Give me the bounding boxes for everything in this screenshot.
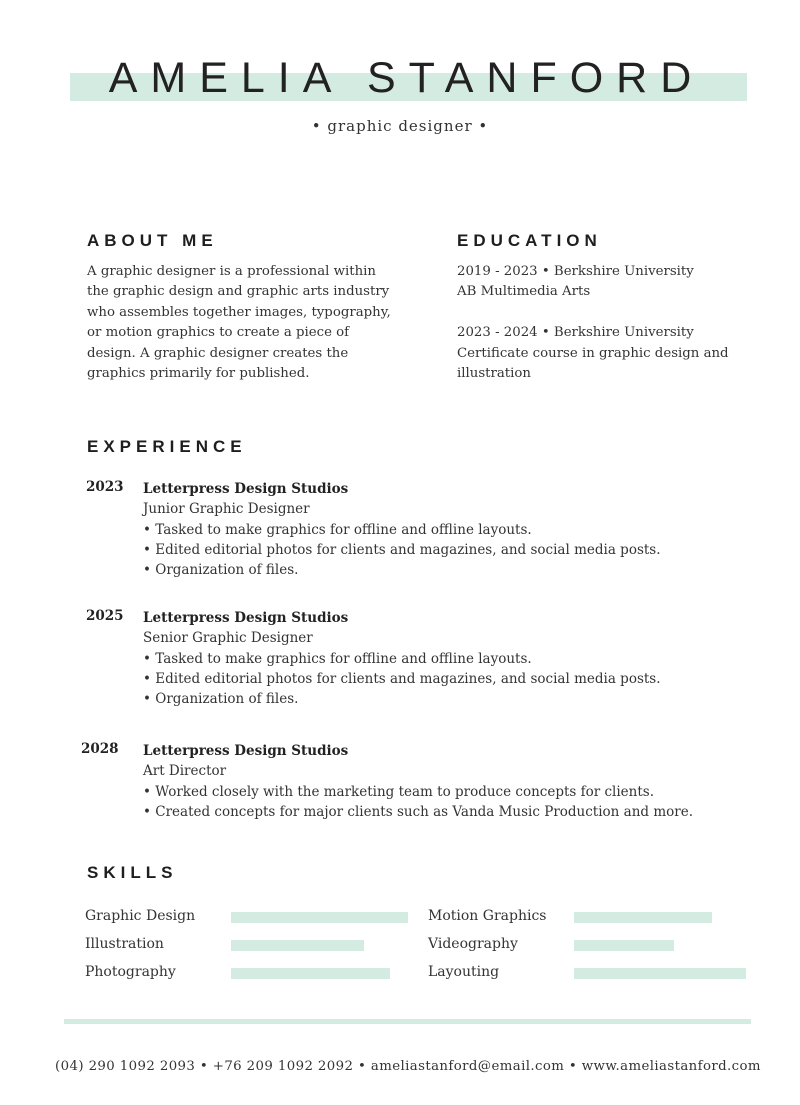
experience-bullet: • Tasked to make graphics for offline and offline layouts. <box>143 650 532 667</box>
experience-heading: EXPERIENCE <box>87 437 247 456</box>
experience-company: Letterpress Design Studios <box>143 743 349 759</box>
about-heading: ABOUT ME <box>87 231 218 250</box>
education-list <box>457 262 757 405</box>
experience-company: Letterpress Design Studios <box>143 481 349 497</box>
skill-label: Photography <box>85 964 176 980</box>
education-item <box>457 262 757 303</box>
education-line: 2023 - 2024 • Berkshire University <box>457 325 694 341</box>
experience-bullet: • Edited editorial photos for clients and magazines, and social media posts. <box>143 541 661 558</box>
experience-bullet: • Tasked to make graphics for offline and offline layouts. <box>143 521 532 538</box>
education-item <box>457 323 757 384</box>
skill-bar <box>574 912 712 923</box>
skill-bar <box>231 968 390 979</box>
experience-details <box>143 479 661 580</box>
experience-bullet: • Organization of files. <box>143 562 299 579</box>
about-line: the graphic design and graphic arts industry <box>87 284 390 300</box>
footer-divider <box>64 1019 751 1024</box>
education-line: AB Multimedia Arts <box>457 284 591 300</box>
skill-label: Layouting <box>428 964 500 980</box>
experience-details <box>143 741 693 822</box>
about-text <box>87 262 417 384</box>
skill-bar <box>574 940 674 951</box>
experience-year: 2023 <box>86 479 124 495</box>
job-title: • graphic designer • <box>311 117 489 135</box>
experience-role: Junior Graphic Designer <box>143 501 310 518</box>
education-line: Certificate course in graphic design and <box>457 345 729 361</box>
experience-role: Art Director <box>143 763 227 780</box>
about-line: graphics primarily for published. <box>87 366 310 382</box>
about-line: or motion graphics to create a piece of <box>87 325 350 341</box>
education-heading: EDUCATION <box>457 231 602 250</box>
about-line: design. A graphic designer creates the <box>87 345 349 361</box>
experience-bullet: • Edited editorial photos for clients and magazines, and social media posts. <box>143 670 661 687</box>
experience-details <box>143 608 661 709</box>
skill-bar <box>231 912 408 923</box>
experience-role: Senior Graphic Designer <box>143 630 313 647</box>
experience-year: 2025 <box>86 608 124 624</box>
experience-bullet: • Created concepts for major clients such as Vanda Music Production and more. <box>143 803 693 820</box>
about-line: who assembles together images, typography, <box>87 304 391 320</box>
experience-bullet: • Worked closely with the marketing team to produce concepts for clients. <box>143 783 654 800</box>
education-line: illustration <box>457 366 531 382</box>
skill-bar <box>231 940 364 951</box>
skill-bar <box>574 968 746 979</box>
skill-label: Illustration <box>85 936 164 952</box>
experience-year: 2028 <box>81 741 119 757</box>
resume-name: AMELIA STANFORD <box>108 54 705 102</box>
skills-heading: SKILLS <box>87 863 178 882</box>
about-line: A graphic designer is a professional within <box>87 264 376 279</box>
contact-info: (04) 290 1092 2093 • +76 209 1092 2092 • ameliastanford@email.com • www.ameliastanford.com <box>55 1059 761 1074</box>
skill-label: Graphic Design <box>85 908 196 924</box>
skill-label: Motion Graphics <box>428 908 547 924</box>
experience-company: Letterpress Design Studios <box>143 610 349 626</box>
skill-label: Videography <box>428 936 518 952</box>
experience-bullet: • Organization of files. <box>143 691 299 708</box>
education-line: 2019 - 2023 • Berkshire University <box>457 264 694 279</box>
